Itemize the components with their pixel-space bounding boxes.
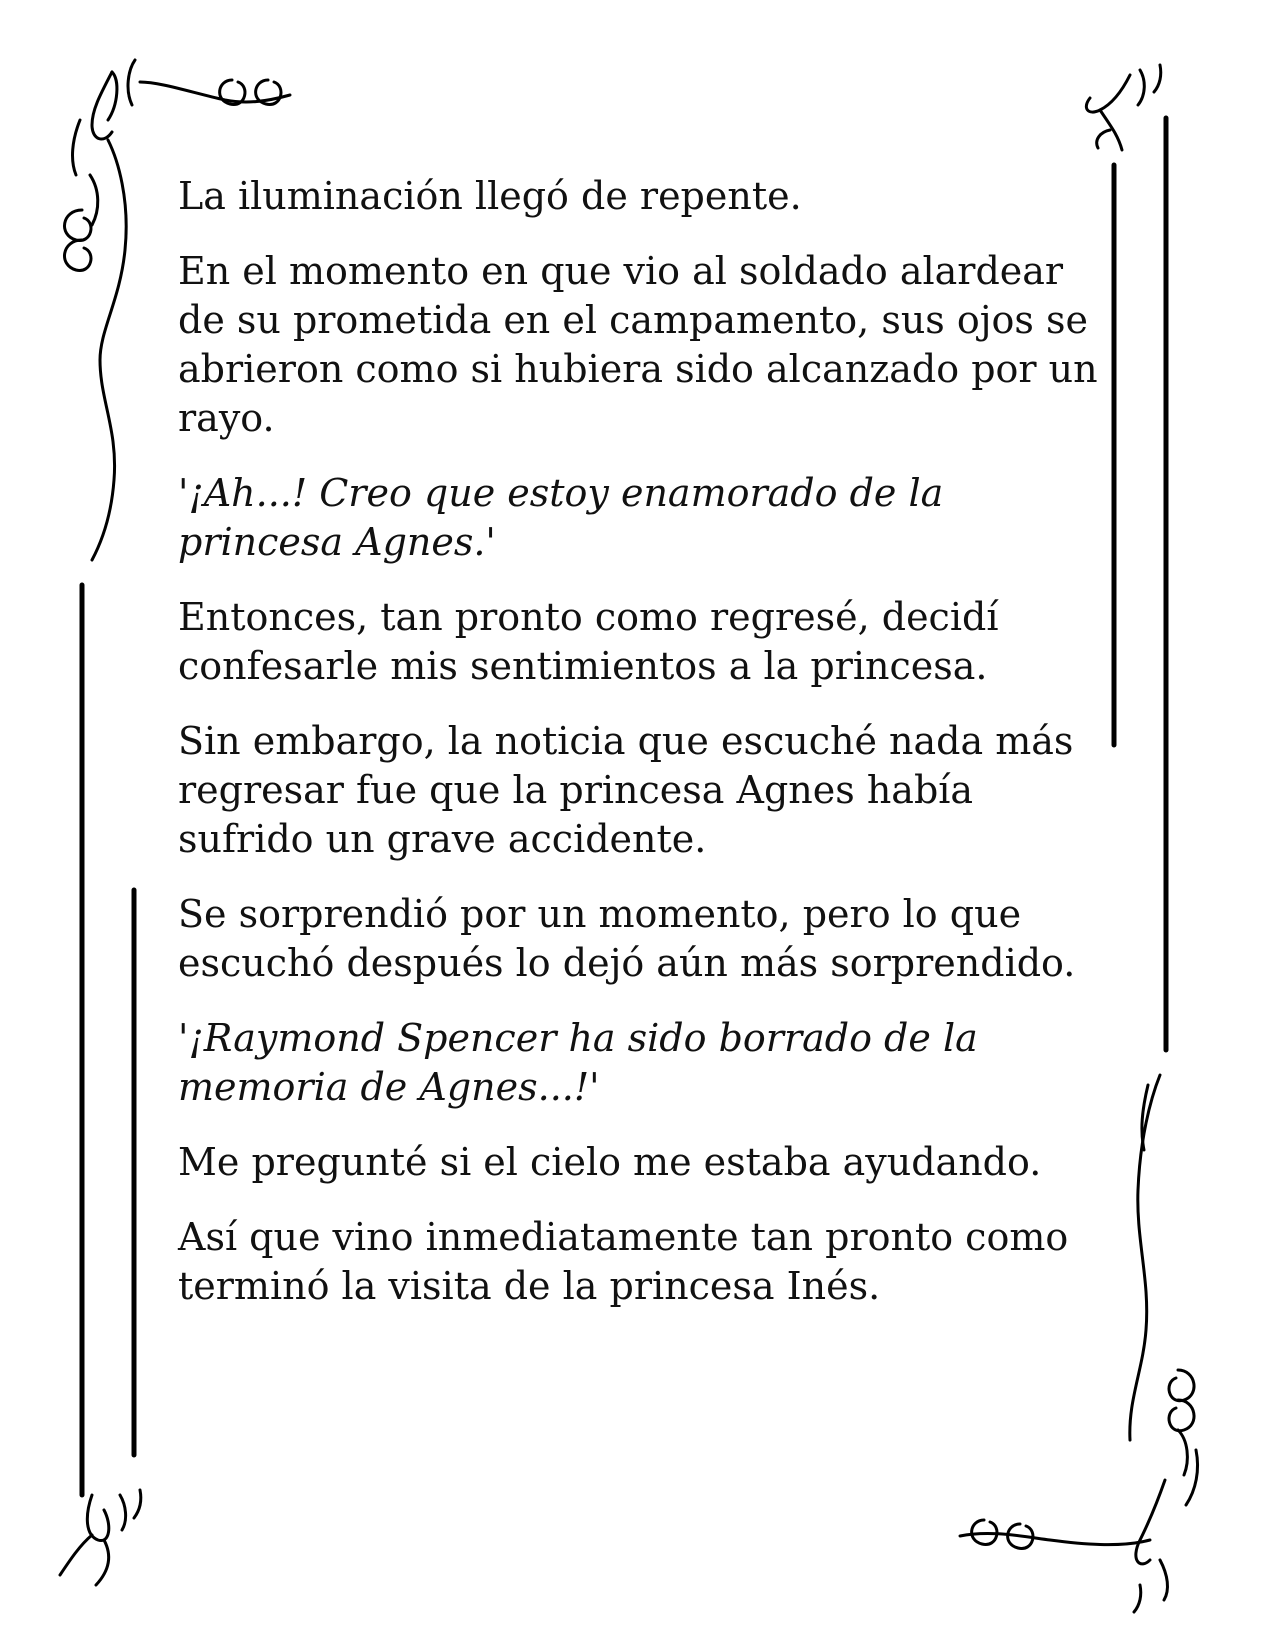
bottom-left-flourish-icon	[60, 1490, 141, 1585]
quote-paragraph-2: '¡Raymond Spencer ha sido borrado de la memoria de Agnes...!'	[178, 1016, 978, 1109]
quote-paragraph-1: '¡Ah...! Creo que estoy enamorado de la princesa Agnes.'	[178, 471, 944, 564]
paragraph-5: Se sorprendió por un momento, pero lo que escuchó después lo dejó aún más sorprendido.	[178, 892, 1076, 985]
paragraph-3: Entonces, tan pronto como regresé, decidí confesarle mis sentimientos a la princesa.	[178, 595, 999, 688]
paragraph-6: Me pregunté si el cielo me estaba ayudando.	[178, 1140, 1042, 1184]
body-text	[178, 172, 1108, 1337]
paragraph-2: En el momento en que vio al soldado alardear de su prometida en el campamento, sus ojos se abrieron como si hubiera sido alcanzado por un rayo.	[178, 249, 1098, 440]
paragraph-4: Sin embargo, la noticia que escuché nada más regresar fue que la princesa Agnes había sufrido un grave accidente.	[178, 719, 1074, 861]
top-right-flourish-icon	[1086, 65, 1160, 150]
paragraph-7: Así que vino inmediatamente tan pronto como terminó la visita de la princesa Inés.	[178, 1215, 1069, 1308]
paragraph-1: La iluminación llegó de repente.	[178, 174, 802, 218]
